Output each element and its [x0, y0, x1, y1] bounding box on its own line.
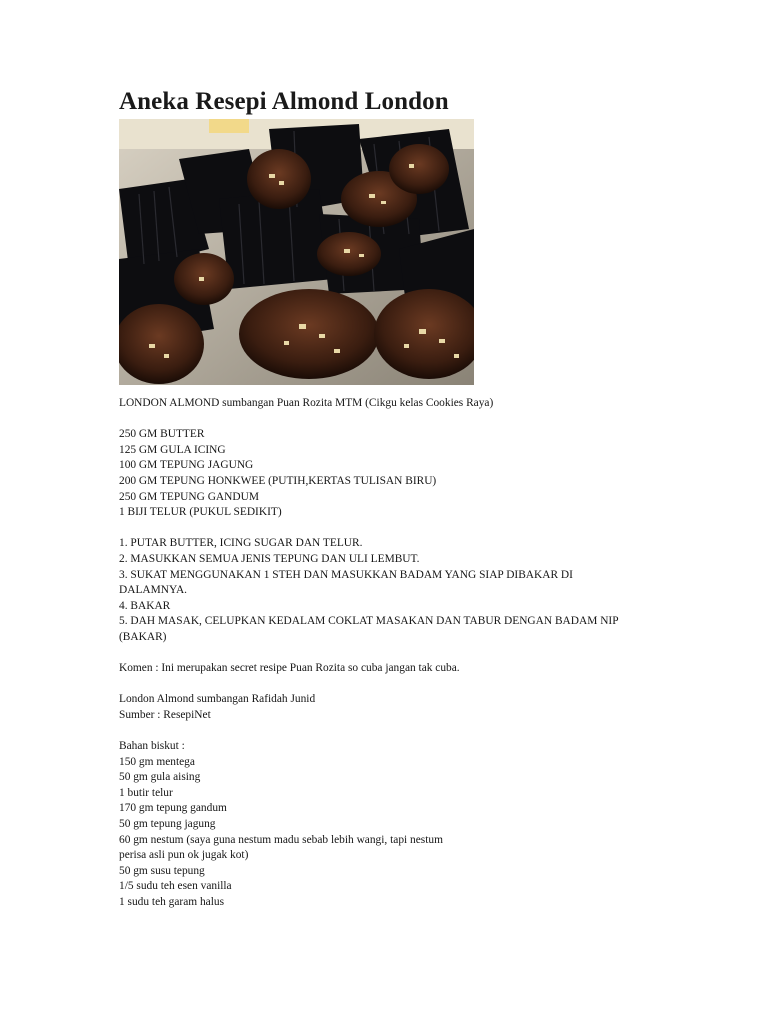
list-item: 1 BIJI TELUR (PUKUL SEDIKIT): [119, 506, 282, 519]
list-item: 60 gm nestum (saya guna nestum madu sebab lebih wangi, tapi nestum: [119, 833, 443, 846]
list-item: 50 gm susu tepung: [119, 864, 205, 877]
cookies-photo: [119, 119, 474, 385]
list-item: 4. BAKAR: [119, 599, 171, 612]
list-item: perisa asli pun ok jugak kot): [119, 849, 249, 862]
list-item: 2. MASUKKAN SEMUA JENIS TEPUNG DAN ULI LEMBUT.: [119, 552, 420, 565]
list-item: 1/5 sudu teh esen vanilla: [119, 880, 232, 893]
list-item: 3. SUKAT MENGGUNAKAN 1 STEH DAN MASUKKAN BADAM YANG SIAP DIBAKAR DI: [119, 568, 573, 581]
list-item: 250 GM TEPUNG GANDUM: [119, 490, 259, 503]
section-heading: Bahan biskut :: [119, 740, 185, 753]
steps-list-1: [119, 536, 639, 645]
list-item: 1. PUTAR BUTTER, ICING SUGAR DAN TELUR.: [119, 537, 363, 550]
list-item: 100 GM TEPUNG JAGUNG: [119, 459, 254, 472]
list-item: 125 GM GULA ICING: [119, 443, 226, 456]
list-item: 170 gm tepung gandum: [119, 802, 227, 815]
ingredients-list-1: [119, 427, 639, 521]
list-item: 50 gm tepung jagung: [119, 818, 216, 831]
list-item: 250 GM BUTTER: [119, 428, 205, 441]
page-title: Aneka Resepi Almond London: [119, 88, 449, 115]
list-item: DALAMNYA.: [119, 584, 188, 597]
intro-text: LONDON ALMOND sumbangan Puan Rozita MTM (Cikgu kelas Cookies Raya): [119, 397, 494, 409]
list-item: 200 GM TEPUNG HONKWEE (PUTIH,KERTAS TULISAN BIRU): [119, 474, 437, 487]
ingredients-list-2: [119, 755, 639, 911]
list-item: 1 butir telur: [119, 786, 173, 799]
list-item: 150 gm mentega: [119, 755, 195, 768]
list-item: (BAKAR): [119, 630, 167, 643]
document-page: [119, 86, 639, 911]
list-item: 1 sudu teh garam halus: [119, 896, 225, 908]
credit-text: London Almond sumbangan Rafidah Junid: [119, 693, 316, 706]
list-item: 50 gm gula aising: [119, 771, 201, 784]
list-item: 5. DAH MASAK, CELUPKAN KEDALAM COKLAT MASAKAN DAN TABUR DENGAN BADAM NIP: [119, 615, 619, 628]
comment-text: Komen : Ini merupakan secret resipe Puan Rozita so cuba jangan tak cuba.: [119, 662, 460, 675]
source-text: Sumber : ResepiNet: [119, 708, 211, 721]
